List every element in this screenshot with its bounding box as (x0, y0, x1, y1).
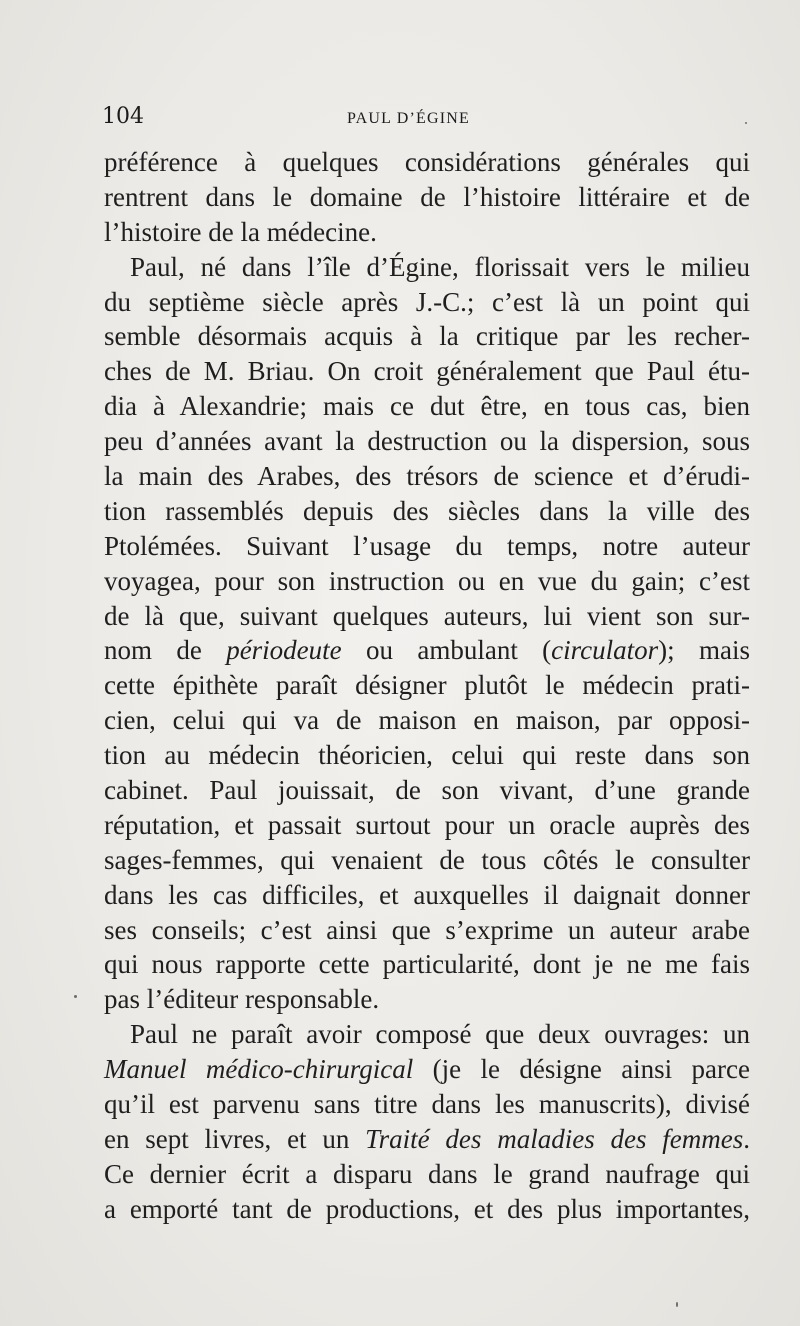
body-text (104, 145, 750, 1227)
text-run: . (743, 1123, 750, 1154)
text-line: qu’il est parvenu sans titre dans les manuscrits), divisé (104, 1089, 750, 1120)
text-line: préférence à quelques considérations générales qui (104, 147, 750, 177)
text-line: Ptolémées. Suivant l’usage du temps, notre auteur (104, 530, 750, 561)
text-line: tion au médecin théoricien, celui qui reste dans son (104, 740, 750, 771)
text-run: ou ambulant ( (341, 635, 552, 666)
text-line: cabinet. Paul jouissait, de son vivant, d’une grande (104, 775, 750, 806)
text-run: nom de (104, 635, 227, 666)
text-line: rentrent dans le domaine de l’histoire littéraire et de (104, 181, 750, 212)
paper-speck (676, 1302, 678, 1307)
text-line: la main des Arabes, des trésors de science et d’érudi- (104, 461, 750, 492)
text-line: cien, celui qui va de maison en maison, par opposi- (104, 705, 750, 736)
text-line-mixed (104, 1052, 750, 1087)
text-line: Ce dernier écrit a disparu dans le grand naufrage qui (104, 1158, 750, 1189)
text-line: l’histoire de la médecine. (104, 216, 377, 247)
text-line: ses conseils; c’est ainsi que s’exprime un auteur arabe (104, 914, 750, 945)
page-header (102, 104, 752, 134)
page-number: 104 (102, 104, 144, 129)
text-line: Paul ne paraît avoir composé que deux ouvrages: un (130, 1019, 750, 1050)
text-line: sages-femmes, qui venaient de tous côtés le consulter (104, 844, 750, 875)
italic-term: circulator (551, 635, 659, 666)
text-line: tion rassemblés depuis des siècles dans la ville des (104, 495, 750, 526)
text-line: semble désormais acquis à la critique par les recher- (104, 321, 750, 352)
text-line-mixed (104, 1122, 750, 1157)
paper-speck (74, 995, 77, 998)
text-line: réputation, et passait surtout pour un oracle auprès des (104, 809, 750, 840)
text-line: pas l’éditeur responsable. (104, 984, 380, 1015)
paper-speck (745, 122, 747, 124)
text-line: qui nous rapporte cette particularité, dont je ne me fais (104, 949, 750, 980)
italic-term: Traité des maladies des femmes (365, 1123, 744, 1154)
text-line: a emporté tant de productions, et des plus importantes, (104, 1193, 750, 1224)
running-head: PAUL D’ÉGINE (347, 110, 470, 127)
text-run: (je le désigne ainsi parce (413, 1054, 750, 1085)
text-line: de là que, suivant quelques auteurs, lui vient son sur- (104, 600, 750, 631)
text-line: du septième siècle après J.-C.; c’est là un point qui (104, 286, 750, 317)
text-line-mixed (104, 633, 750, 668)
italic-term: périodeute (226, 635, 342, 666)
text-line: dia à Alexandrie; mais ce dut être, en tous cas, bien (104, 391, 750, 422)
text-line: dans les cas difficiles, et auxquelles il daignait donner (104, 879, 750, 910)
text-run: en sept livres, et un (104, 1123, 366, 1154)
text-line: cette épithète paraît désigner plutôt le médecin prati- (104, 670, 750, 701)
text-line: peu d’années avant la destruction ou la dispersion, sous (104, 426, 750, 457)
text-line: Paul, né dans l’île d’Égine, florissait vers le milieu (130, 251, 750, 282)
text-run: ); mais (658, 635, 750, 666)
text-line: ches de M. Briau. On croit généralement que Paul étu- (104, 356, 750, 387)
text-line: voyagea, pour son instruction ou en vue du gain; c’est (104, 565, 750, 596)
italic-term: Manuel médico-chirurgical (104, 1054, 414, 1085)
